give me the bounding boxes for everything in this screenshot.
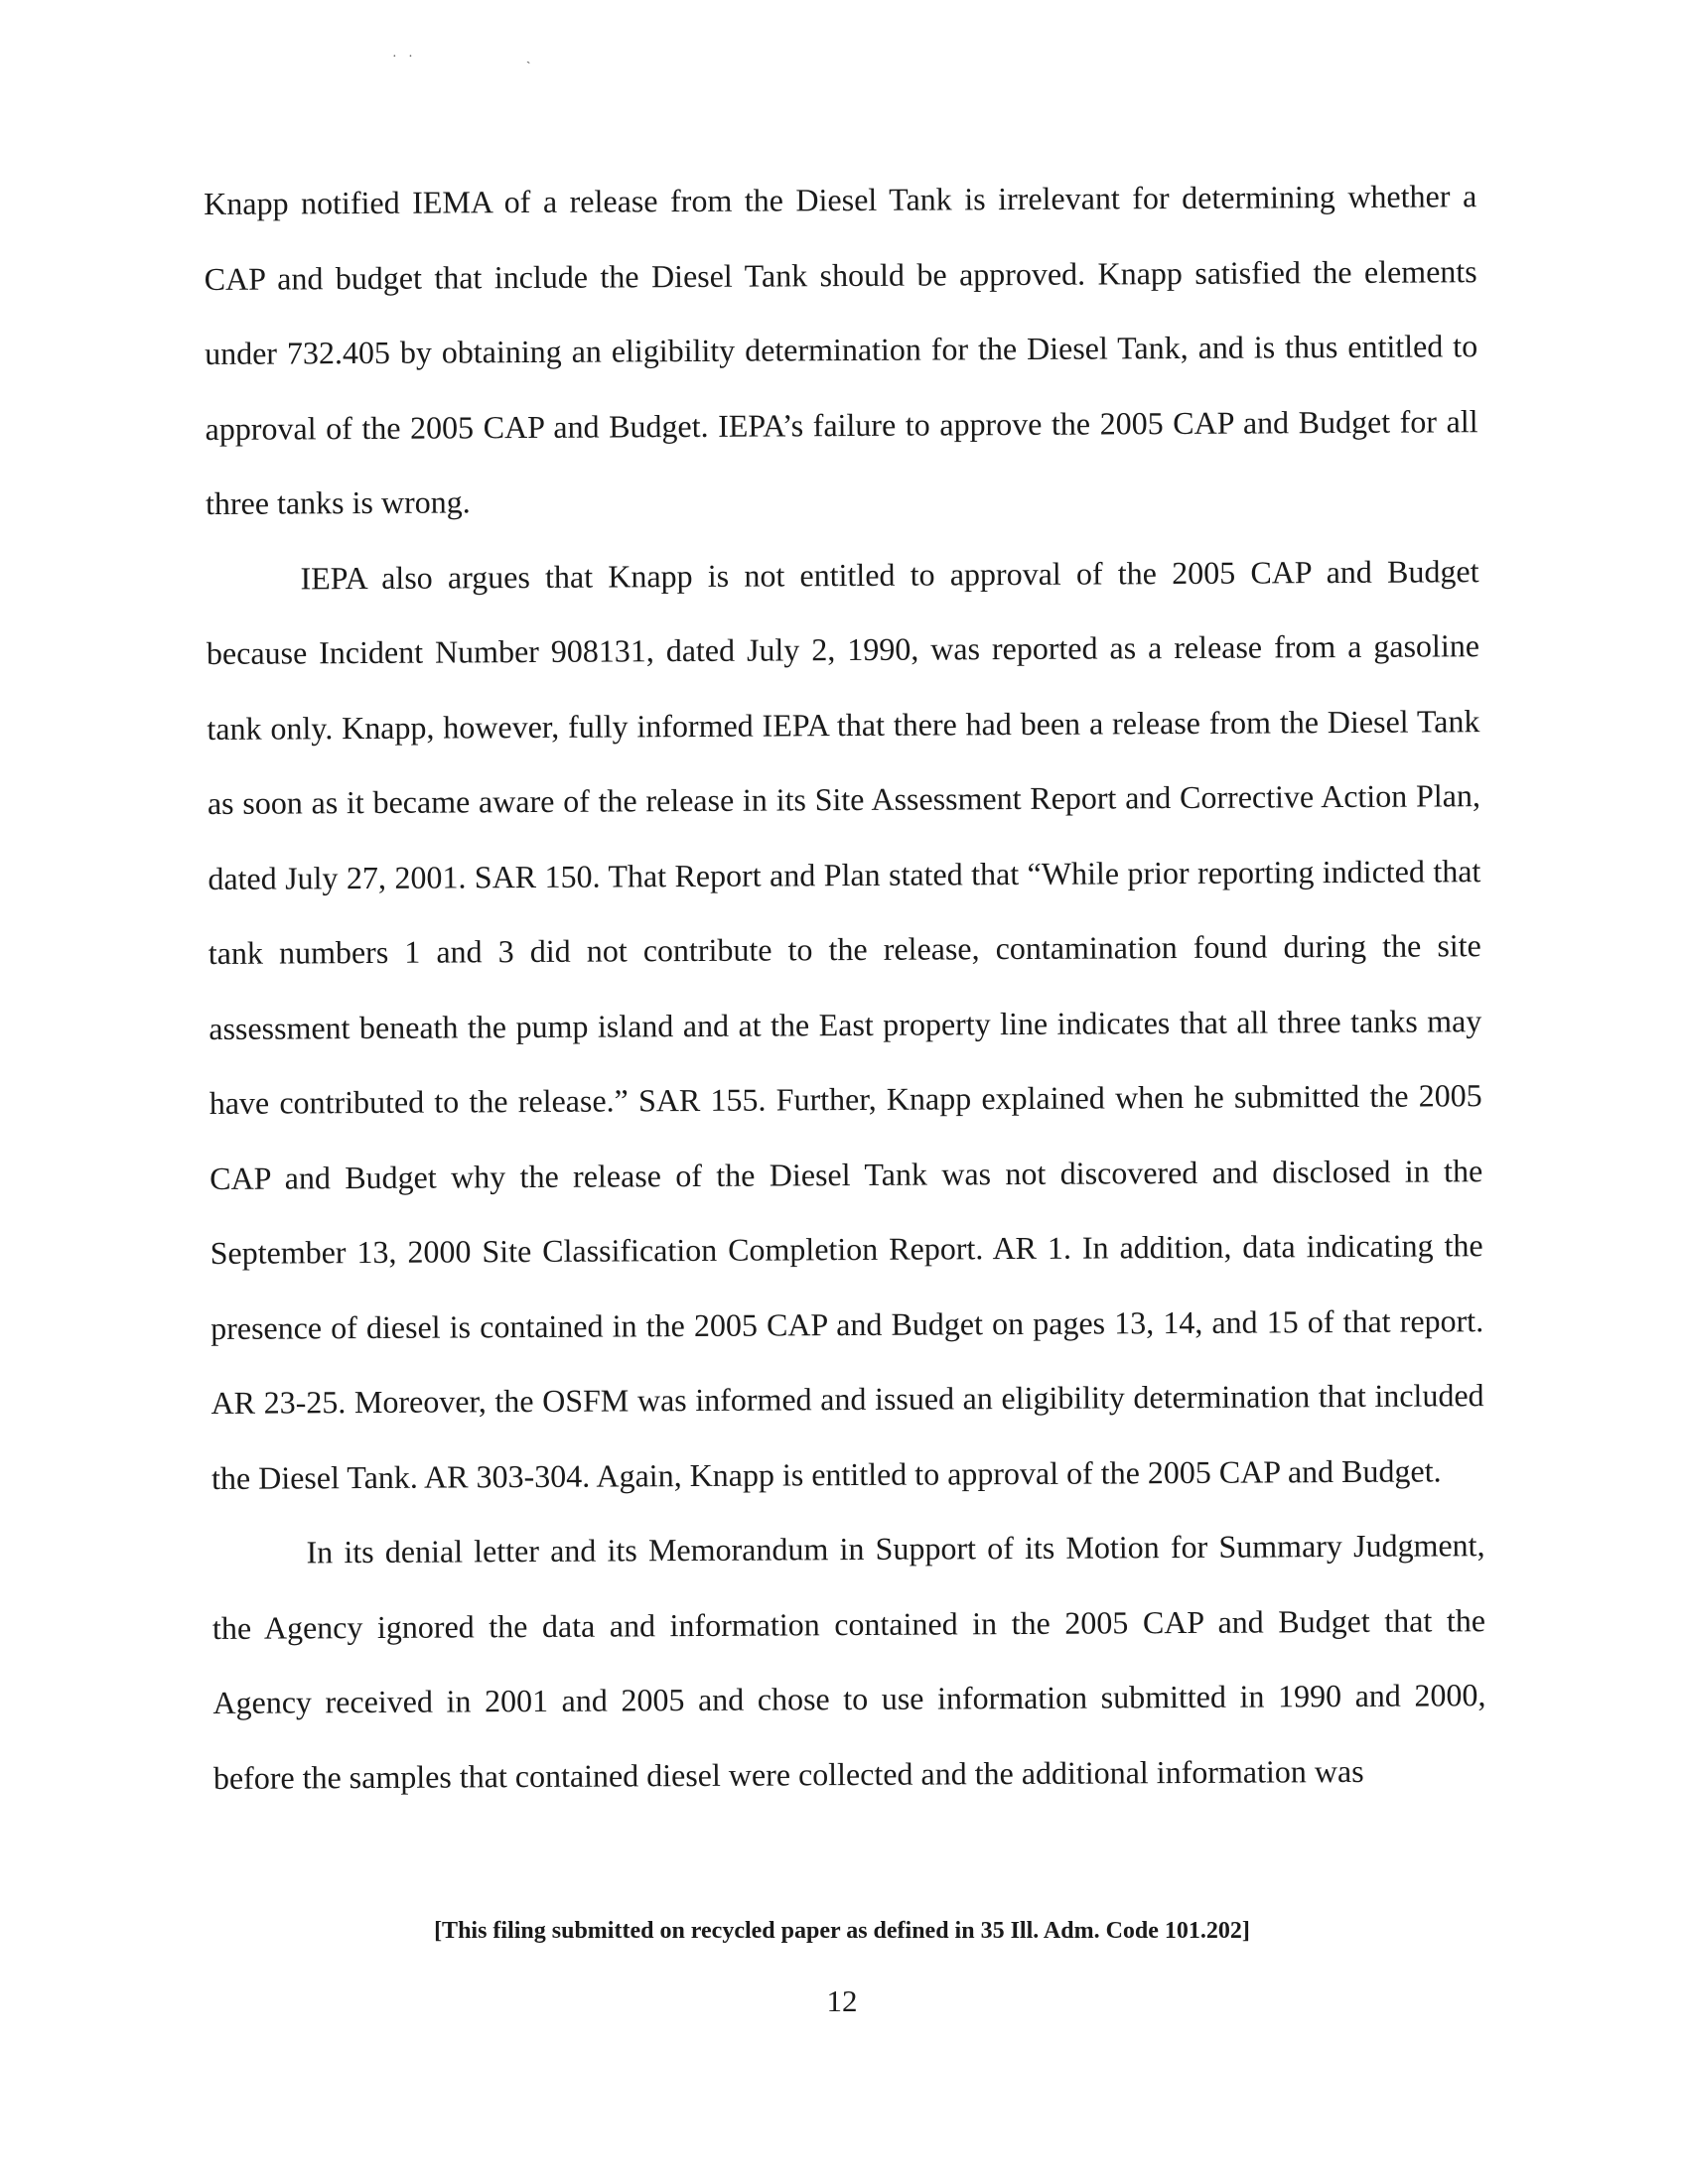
recycled-paper-footer-note: [This filing submitted on recycled paper as defined in 35 Ill. Adm. Code 101.202] xyxy=(434,1918,1250,1944)
page-number: 12 xyxy=(826,1983,858,2018)
scan-artifact: · · ˏ xyxy=(392,50,535,65)
paragraph-3: In its denial letter and its Memorandum in Support of its Motion for Summary Judgment, the Agency ignored the data and information contained in the 2005 CAP and Budget that the Agency received in 2001 and 2005 and chose to use information submitted in 1990 and 2000, before the samples that contained diesel were collected and the additional information was xyxy=(211,1527,1486,1796)
paragraph-2: IEPA also argues that Knapp is not entitled to approval of the 2005 CAP and Budget because Incident Number 908131, dated July 2, 1990, was reported as a release from a gasoline tank only. Knapp, however, fully informed IEPA that there had been a release from the Diesel Tank as soon as it became aware of the release in its Site Assessment Report and Corrective Action Plan, dated July 27, 2001. SAR 150. That Report and Plan stated that “While prior reporting indicted that tank numbers 1 and 3 did not contribute to the release, contamination found during the site assessment beneath the pump island and at the East property line indicates that all three tanks may have contributed to the release.” SAR 155. Further, Knapp explained when he submitted the 2005 CAP and Budget why the release of the Diesel Tank was not discovered and disclosed in the September 13, 2000 Site Classification Completion Report. AR 1. In addition, data indicating the presence of diesel is contained in the 2005 CAP and Budget on pages 13, 14, and 15 of that report. AR 23-25. Moreover, the OSFM was informed and issued an eligibility determination that included the Diesel Tank. AR 303-304. Again, Knapp is entitled to approval of the 2005 CAP and Budget. xyxy=(206,552,1484,1496)
body-text xyxy=(204,159,1486,1816)
paragraph-1: Knapp notified IEMA of a release from the Diesel Tank is irrelevant for determining whether a CAP and budget that include the Diesel Tank should be approved. Knapp satisfied the elements under 732.405 by obtaining an eligibility determination for the Diesel Tank, and is thus entitled to approval of the 2005 CAP and Budget. IEPA’s failure to approve the 2005 CAP and Budget for all three tanks is wrong. xyxy=(204,178,1478,521)
